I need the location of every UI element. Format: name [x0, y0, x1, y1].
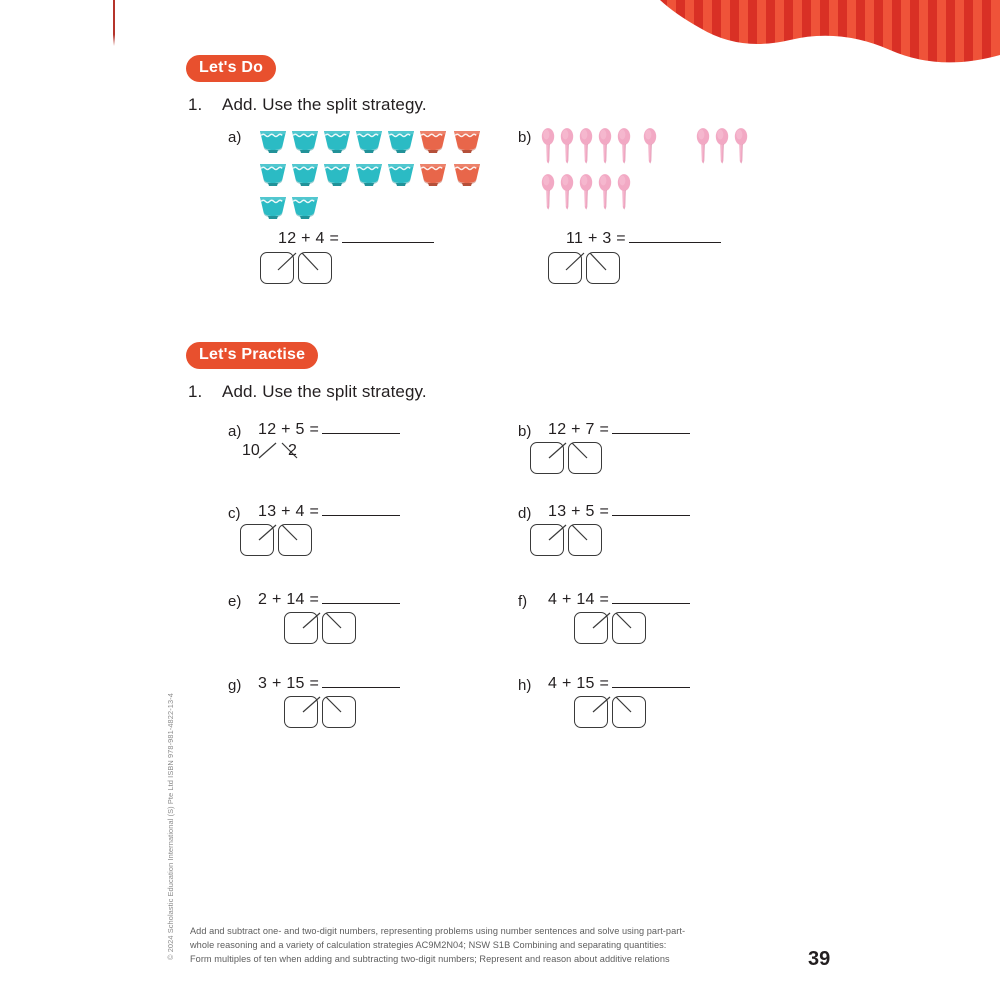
lets-do-item-a-equation — [278, 230, 434, 248]
spoon-icon — [616, 127, 632, 172]
bowl-icon — [322, 128, 352, 159]
split-branches — [574, 696, 650, 714]
lets-do-instruction: Add. Use the split strategy. — [222, 95, 427, 114]
equation-text: 12 + 4 = — [278, 230, 340, 247]
object-row — [540, 173, 632, 218]
split-branches — [260, 252, 336, 272]
bowl-icon — [418, 128, 448, 159]
bowl-icon — [290, 128, 320, 159]
bowl-icon — [354, 128, 384, 159]
practise-item-e-split — [284, 612, 356, 644]
practise-item-g-label: g) — [228, 677, 242, 694]
practise-item-a-equation — [258, 421, 400, 439]
answer-blank[interactable] — [612, 603, 690, 604]
equation-text: 3 + 15 = — [258, 675, 320, 692]
equation-text: 12 + 5 = — [258, 421, 320, 438]
split-branches — [530, 524, 606, 542]
lets-do-badge: Let's Do — [186, 55, 276, 82]
bowl-icon — [418, 161, 448, 192]
practise-item-b-split — [530, 442, 602, 474]
orange-bowls-group — [418, 128, 482, 194]
split-value-tens: 10 — [242, 442, 260, 459]
page-number: 39 — [808, 948, 831, 970]
equation-text: 13 + 4 = — [258, 503, 320, 520]
spoon-icon — [578, 127, 594, 172]
spoon-icon — [559, 173, 575, 218]
spoon-cluster-eleven — [540, 127, 632, 219]
answer-blank[interactable] — [322, 687, 400, 688]
spoon-icon — [597, 127, 613, 172]
practise-item-c-split — [240, 524, 312, 556]
spoon-icon — [733, 127, 749, 172]
practise-item-f-label: f) — [518, 593, 528, 610]
spoon-icon — [616, 173, 632, 218]
spoon-icon — [695, 127, 711, 172]
answer-blank[interactable] — [322, 515, 400, 516]
lets-do-question-number: 1. — [188, 95, 203, 114]
equation-text: 12 + 7 = — [548, 421, 610, 438]
practise-item-d-equation — [548, 503, 690, 521]
split-branches — [284, 612, 360, 630]
answer-blank[interactable] — [322, 433, 400, 434]
answer-blank[interactable] — [612, 687, 690, 688]
equation-text: 4 + 14 = — [548, 591, 610, 608]
answer-blank[interactable] — [322, 603, 400, 604]
lets-practise-question-number: 1. — [188, 382, 203, 401]
split-value-ones: 2 — [288, 442, 297, 459]
spoon-icon — [714, 127, 730, 172]
spoon-icon — [597, 173, 613, 218]
bowl-icon — [452, 161, 482, 192]
practise-item-d-label: d) — [518, 505, 532, 522]
split-branches — [530, 442, 606, 460]
equation-text: 13 + 5 = — [548, 503, 610, 520]
practise-item-f-split — [574, 612, 646, 644]
practise-item-g-equation — [258, 675, 400, 693]
practise-item-b-equation — [548, 421, 690, 439]
spoon-icon — [540, 127, 556, 172]
answer-blank[interactable] — [342, 242, 434, 243]
practise-item-g-split — [284, 696, 356, 728]
practise-item-c-label: c) — [228, 505, 241, 522]
practise-item-f-equation — [548, 591, 690, 609]
red-vertical-rule — [113, 0, 115, 46]
object-row — [540, 127, 632, 172]
object-row — [258, 194, 416, 225]
bowl-icon — [354, 161, 384, 192]
object-row — [258, 161, 416, 192]
bowl-icon — [258, 194, 288, 225]
equation-text: 4 + 15 = — [548, 675, 610, 692]
lets-do-item-b-label: b) — [518, 129, 532, 146]
striped-wave-decoration — [640, 0, 1000, 70]
curriculum-footnote: Add and subtract one- and two-digit numbers, representing problems using number sentences and solve using part-part-whole reasoning and a variety of calculation strategies AC9M2N04; NSW S1B Combining and separating quantities: Form multiples of ten when adding and subtracting two-digit numbers; Represent and reason about additive relations — [190, 926, 686, 964]
lets-practise-instruction: Add. Use the split strategy. — [222, 382, 427, 401]
bowl-icon — [322, 161, 352, 192]
lets-do-item-a-split — [260, 252, 332, 284]
lets-practise-badge: Let's Practise — [186, 342, 318, 369]
practise-item-a-label: a) — [228, 423, 242, 440]
equation-text: 2 + 14 = — [258, 591, 320, 608]
spoon-icon — [540, 173, 556, 218]
bowl-icon — [290, 161, 320, 192]
practise-item-c-equation — [258, 503, 400, 521]
practise-item-e-label: e) — [228, 593, 242, 610]
spoon-icon — [642, 127, 658, 172]
split-branches — [574, 612, 650, 630]
answer-blank[interactable] — [629, 242, 721, 243]
answer-blank[interactable] — [612, 433, 690, 434]
bowl-icon — [386, 128, 416, 159]
split-branches — [548, 252, 624, 272]
practise-item-h-label: h) — [518, 677, 532, 694]
spoon-single — [642, 127, 658, 172]
lets-do-item-b-equation — [566, 230, 721, 248]
lets-do-item-b-split — [548, 252, 620, 284]
bowl-icon — [258, 161, 288, 192]
spoon-cluster-three — [695, 127, 749, 172]
spoon-icon — [559, 127, 575, 172]
practise-item-b-label: b) — [518, 423, 532, 440]
practise-item-h-equation — [548, 675, 690, 693]
copyright-sidebar: © 2024 Scholastic Education International (S) Pte Ltd ISBN 978-981-4822-13-4 — [166, 693, 175, 960]
bowl-icon — [258, 128, 288, 159]
equation-text: 11 + 3 = — [566, 230, 626, 247]
split-branches — [284, 696, 360, 714]
answer-blank[interactable] — [612, 515, 690, 516]
practise-item-h-split — [574, 696, 646, 728]
lets-do-item-a-label: a) — [228, 129, 242, 146]
bowl-icon — [386, 161, 416, 192]
object-row — [258, 128, 416, 159]
object-row — [418, 161, 482, 192]
split-branches — [240, 524, 316, 542]
teal-bowls-group — [258, 128, 416, 227]
spoon-icon — [578, 173, 594, 218]
object-row — [418, 128, 482, 159]
bowl-icon — [452, 128, 482, 159]
practise-item-e-equation — [258, 591, 400, 609]
practise-item-d-split — [530, 524, 602, 556]
bowl-icon — [290, 194, 320, 225]
